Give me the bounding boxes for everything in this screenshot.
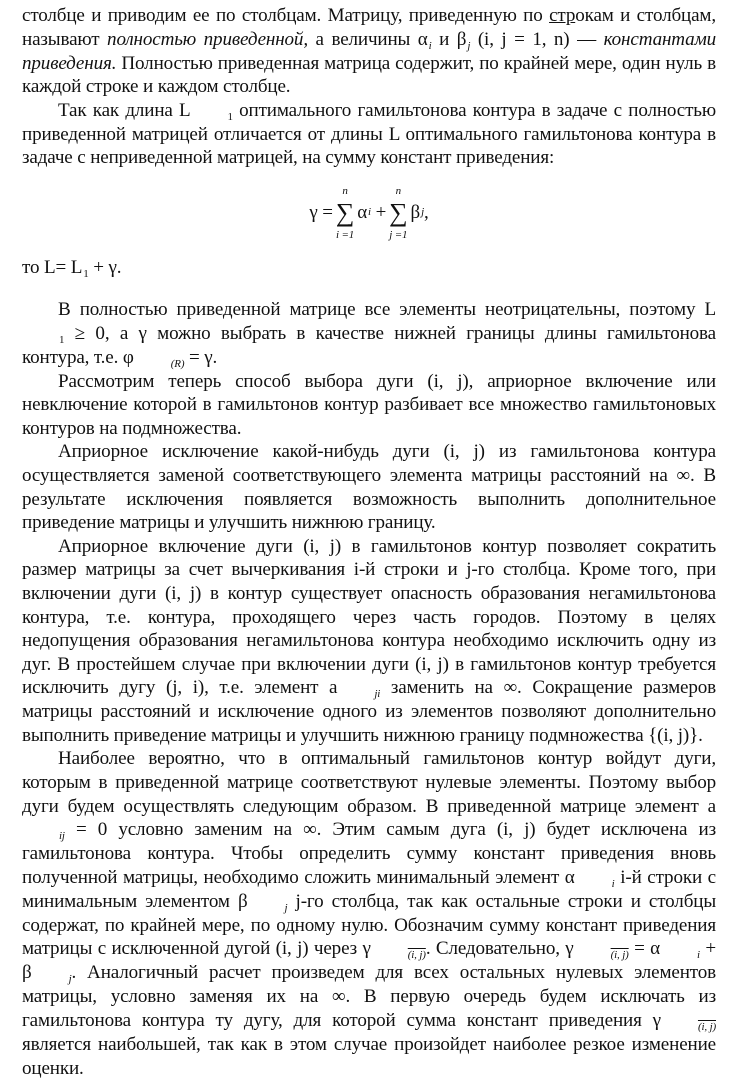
text-run: столбце и приводим ее по столбцам. Матрицу, приведенную по xyxy=(22,5,550,26)
paragraph-arc-inclusion xyxy=(22,535,716,748)
paragraph-arc-selection: Рассмотрим теперь способ выбора дуги (i, j), априорное включение или невключение которой в гамильтонов контур разбивает все множество гамильтоновых контуров на подмножества. xyxy=(22,370,716,439)
text-run: В полностью приведенной матрице все элементы неотрицательны, поэтому L xyxy=(58,298,716,320)
sum-upper-limit: n xyxy=(395,184,402,197)
subscript: 1 xyxy=(227,110,233,123)
text-run: оптимального гамильтонова контура в задаче с полностью приведенной матрицей отличается от длины L оптимального гамильтонова контура в задаче с неприведенной матрицей, на сумму констант приведения: xyxy=(22,99,716,169)
subscript-overlined: (i, j) xyxy=(697,1021,716,1034)
formula-comma: , xyxy=(423,201,429,223)
summation-i xyxy=(336,184,354,242)
text-run: заменить на ∞. Сокращение размеров матрицы расстояний и исключение одного из элементов позволяют дополнительно выполнить приведение матрицы и улучшить нижнюю границу подмножества {(i, j)}. xyxy=(22,677,717,746)
formula-gamma-sum xyxy=(22,170,716,256)
text-run: Полностью приведенная матрица содержит, по крайней мере, один нуль в каждой строке и каждом столбце. xyxy=(22,52,716,98)
paragraph-arc-choice-rule xyxy=(22,747,716,1080)
term-fully-reduced: полностью приведенной, xyxy=(107,28,308,50)
subscript: i xyxy=(428,39,432,52)
text-run: окам и столбцам, называют xyxy=(22,5,716,50)
sigma-symbol: ∑ xyxy=(389,197,408,227)
text-run: а величины α xyxy=(307,28,428,50)
text-run: Так как длина L xyxy=(58,99,191,121)
paragraph-reduction-definition xyxy=(22,4,716,99)
sum-lower-limit: j =1 xyxy=(389,228,408,241)
underlined-text: стр xyxy=(549,5,576,26)
text-run: . Следовательно, γ xyxy=(425,938,574,960)
subscript: 1 xyxy=(59,333,65,346)
formula-lhs: γ = xyxy=(309,201,333,223)
sum-upper-limit: n xyxy=(342,184,348,197)
text-run: и β xyxy=(431,28,467,50)
text-run: = γ. xyxy=(184,346,218,368)
text-run: i-й строки с минимальным элементом β xyxy=(22,866,716,912)
paragraph-lower-bound xyxy=(22,298,716,370)
sigma-symbol: ∑ xyxy=(335,197,355,227)
text-run: = 0 условно заменим на ∞. Этим самым дуга (i, j) будет исключена из гамильтонова контура. Чтобы определить сумму констант приведения вновь полученной матрицы, необходимо сложить минимальный элемент α xyxy=(22,819,716,888)
text-run: + γ. xyxy=(88,256,122,278)
text-run: Априорное включение дуги (i, j) в гамильтонов контур позволяет сократить размер матрицы за счет вычеркивания i-й строки и j-го столбца. Кроме того, при включении дуги (i, j) в контур существует опасность образования негамильтонова контура, т.е. контура, проходящего через часть городов. Поэтому в целях недопущения образования негамильтонова контура необходимо исключить одну из дуг. В простейшем случае при включении дуги (i, j) в гамильтонов контур требуется исключить дугу (j, i), т.е. элемент a xyxy=(22,535,716,699)
subscript: j xyxy=(68,973,72,986)
subscript: ij xyxy=(59,830,65,843)
subscript: j xyxy=(284,901,288,914)
subscript: (R) xyxy=(170,357,185,370)
text-run: является наибольшей, так как в этом случае произойдет наиболее резкое изменение оценки. xyxy=(22,1034,716,1079)
text-run: . Аналогичный расчет произведем для всех остальных нулевых элементов матрицы, условно заменяя их на ∞. В первую очередь будем исключать из гамильтонова контура ту дугу, для которой сумма констант приведения γ xyxy=(22,962,716,1032)
paragraph-l-equals xyxy=(22,256,716,280)
paragraph-arc-exclusion: Априорное исключение какой-нибудь дуги (i, j) из гамильтонова контура осуществляется заменой соответствующего элемента матрицы расстояний на ∞. В результате исключения появляется возможность выполнить дополнительное приведение матрицы и улучшить нижнюю границу. xyxy=(22,441,716,534)
term-reduction-constants: константами приведения. xyxy=(22,28,716,74)
text-run: = α xyxy=(628,938,661,960)
sum-lower-limit: i =1 xyxy=(335,228,355,241)
text-run: то L= L xyxy=(22,256,83,278)
summation-j xyxy=(389,184,407,242)
paragraph-length-difference xyxy=(22,99,716,170)
formula-term-beta: β xyxy=(410,201,421,223)
subscript: i xyxy=(368,206,371,219)
subscript: 1 xyxy=(83,267,89,280)
text-run: Наиболее вероятно, что в оптимальный гамильтонов контур войдут дуги, которым в приведенной матрице соответствуют нулевые элементы. Поэтому выбор дуги будем осуществлять следующим образом. В приведенной матрице элемент a xyxy=(22,748,716,817)
subscript: j xyxy=(467,39,471,52)
subscript: i xyxy=(697,949,700,962)
subscript-overlined: (i, j) xyxy=(407,949,426,962)
text-run: (i, j = 1, n) — xyxy=(470,28,604,50)
subscript: ji xyxy=(374,688,381,701)
text-run: ≥ 0, а γ можно выбрать в качестве нижней границы длины гамильтонова контура, т.е. φ xyxy=(22,322,716,368)
formula-plus: + xyxy=(375,201,387,223)
subscript: i xyxy=(611,877,615,890)
subscript: j xyxy=(421,206,424,219)
formula-term-alpha: α xyxy=(357,201,368,223)
text-run: + β xyxy=(22,938,716,984)
subscript-overlined: (i, j) xyxy=(610,949,629,962)
text-run: j-го столбца, так как остальные строки и столбцы содержат, по крайней мере, по одному нулю. Обозначим сумму констант приведения матрицы с исключенной дугой (i, j) через γ xyxy=(22,890,716,960)
document-page xyxy=(22,0,716,1080)
